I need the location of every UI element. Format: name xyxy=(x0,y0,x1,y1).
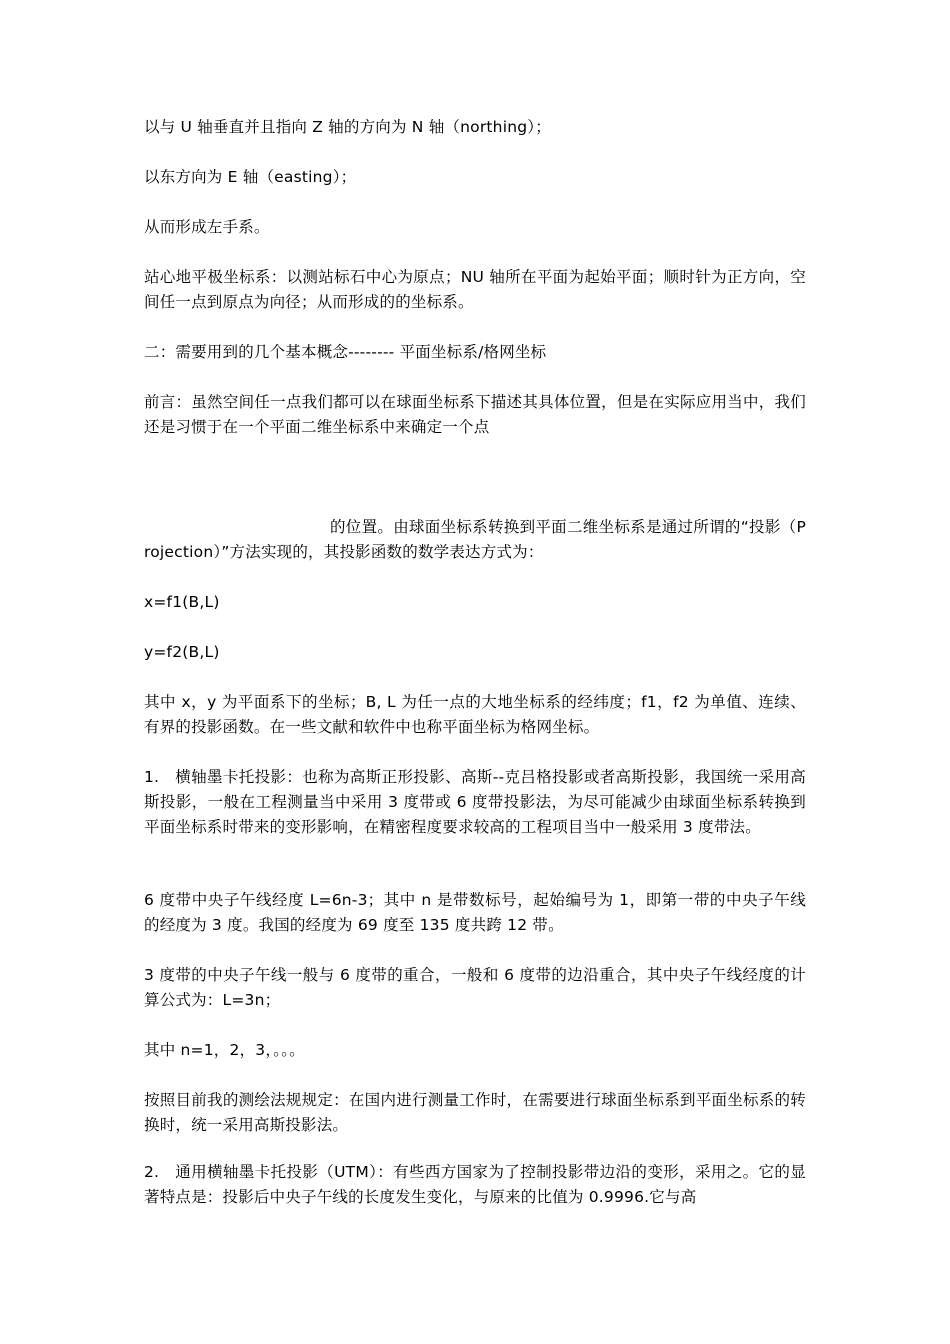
paragraph-regulation: 按照目前我的测绘法规规定：在国内进行测量工作时，在需要进行球面坐标系到平面坐标系的转换时，统一采用高斯投影法。 xyxy=(144,1091,806,1134)
paragraph-e-axis: 以东方向为 E 轴（easting）； xyxy=(144,168,357,186)
paragraph-n-axis: 以与 U 轴垂直并且指向 Z 轴的方向为 N 轴（northing）； xyxy=(144,118,551,136)
paragraph-three-degree-zone: 3 度带的中央子午线一般与 6 度带的重合，一般和 6 度带的边沿重合，其中央子午线经度的计算公式为：L=3n； xyxy=(144,966,806,1009)
formula-x: x=f1(B,L) xyxy=(144,593,220,611)
paragraph-projection: 的位置。由球面坐标系转换到平面二维坐标系是通过所谓的“投影（Projection）”方法实现的，其投影函数的数学表达方式为： xyxy=(144,518,806,561)
paragraph-six-degree-zone: 6 度带中央子午线经度 L=6n-3；其中 n 是带数标号，起始编号为 1，即第一带的中央子午线的经度为 3 度。我国的经度为 69 度至 135 度共跨 12 带。 xyxy=(144,891,806,934)
paragraph-polar-coordinate: 站心地平极坐标系：以测站标石中心为原点；NU 轴所在平面为起始平面；顺时针为正方向，空间任一点到原点为向径；从而形成的的坐标系。 xyxy=(144,268,806,311)
paragraph-utm: 2. 通用横轴墨卡托投影（UTM）：有些西方国家为了控制投影带边沿的变形，采用之。它的显著特点是：投影后中央子午线的长度发生变化，与原来的比值为 0.9996.它与高 xyxy=(144,1163,806,1206)
paragraph-n-values: 其中 n=1，2，3，。。。 xyxy=(144,1041,305,1059)
paragraph-transverse-mercator: 1. 横轴墨卡托投影：也称为高斯正形投影、高斯--克吕格投影或者高斯投影，我国统一采用高斯投影，一般在工程测量当中采用 3 度带或 6 度带投影法，为尽可能减少由球面坐标系转换到平面坐标系时带来的变形影响，在精密程度要求较高的工程项目当中一般采用 3 度带法。 xyxy=(144,768,806,836)
paragraph-preface: 前言：虽然空间任一点我们都可以在球面坐标系下描述其具体位置，但是在实际应用当中，我们还是习惯于在一个平面二维坐标系中来确定一个点 xyxy=(144,393,806,436)
paragraph-left-hand-system: 从而形成左手系。 xyxy=(144,218,270,236)
section-heading-plane-coordinates: 二：需要用到的几个基本概念-------- 平面坐标系/格网坐标 xyxy=(144,343,547,361)
paragraph-formula-explanation: 其中 x，y 为平面系下的坐标；B, L 为任一点的大地坐标系的经纬度；f1，f2 为单值、连续、有界的投影函数。在一些文献和软件中也称平面坐标为格网坐标。 xyxy=(144,693,806,736)
formula-y: y=f2(B,L) xyxy=(144,643,220,661)
